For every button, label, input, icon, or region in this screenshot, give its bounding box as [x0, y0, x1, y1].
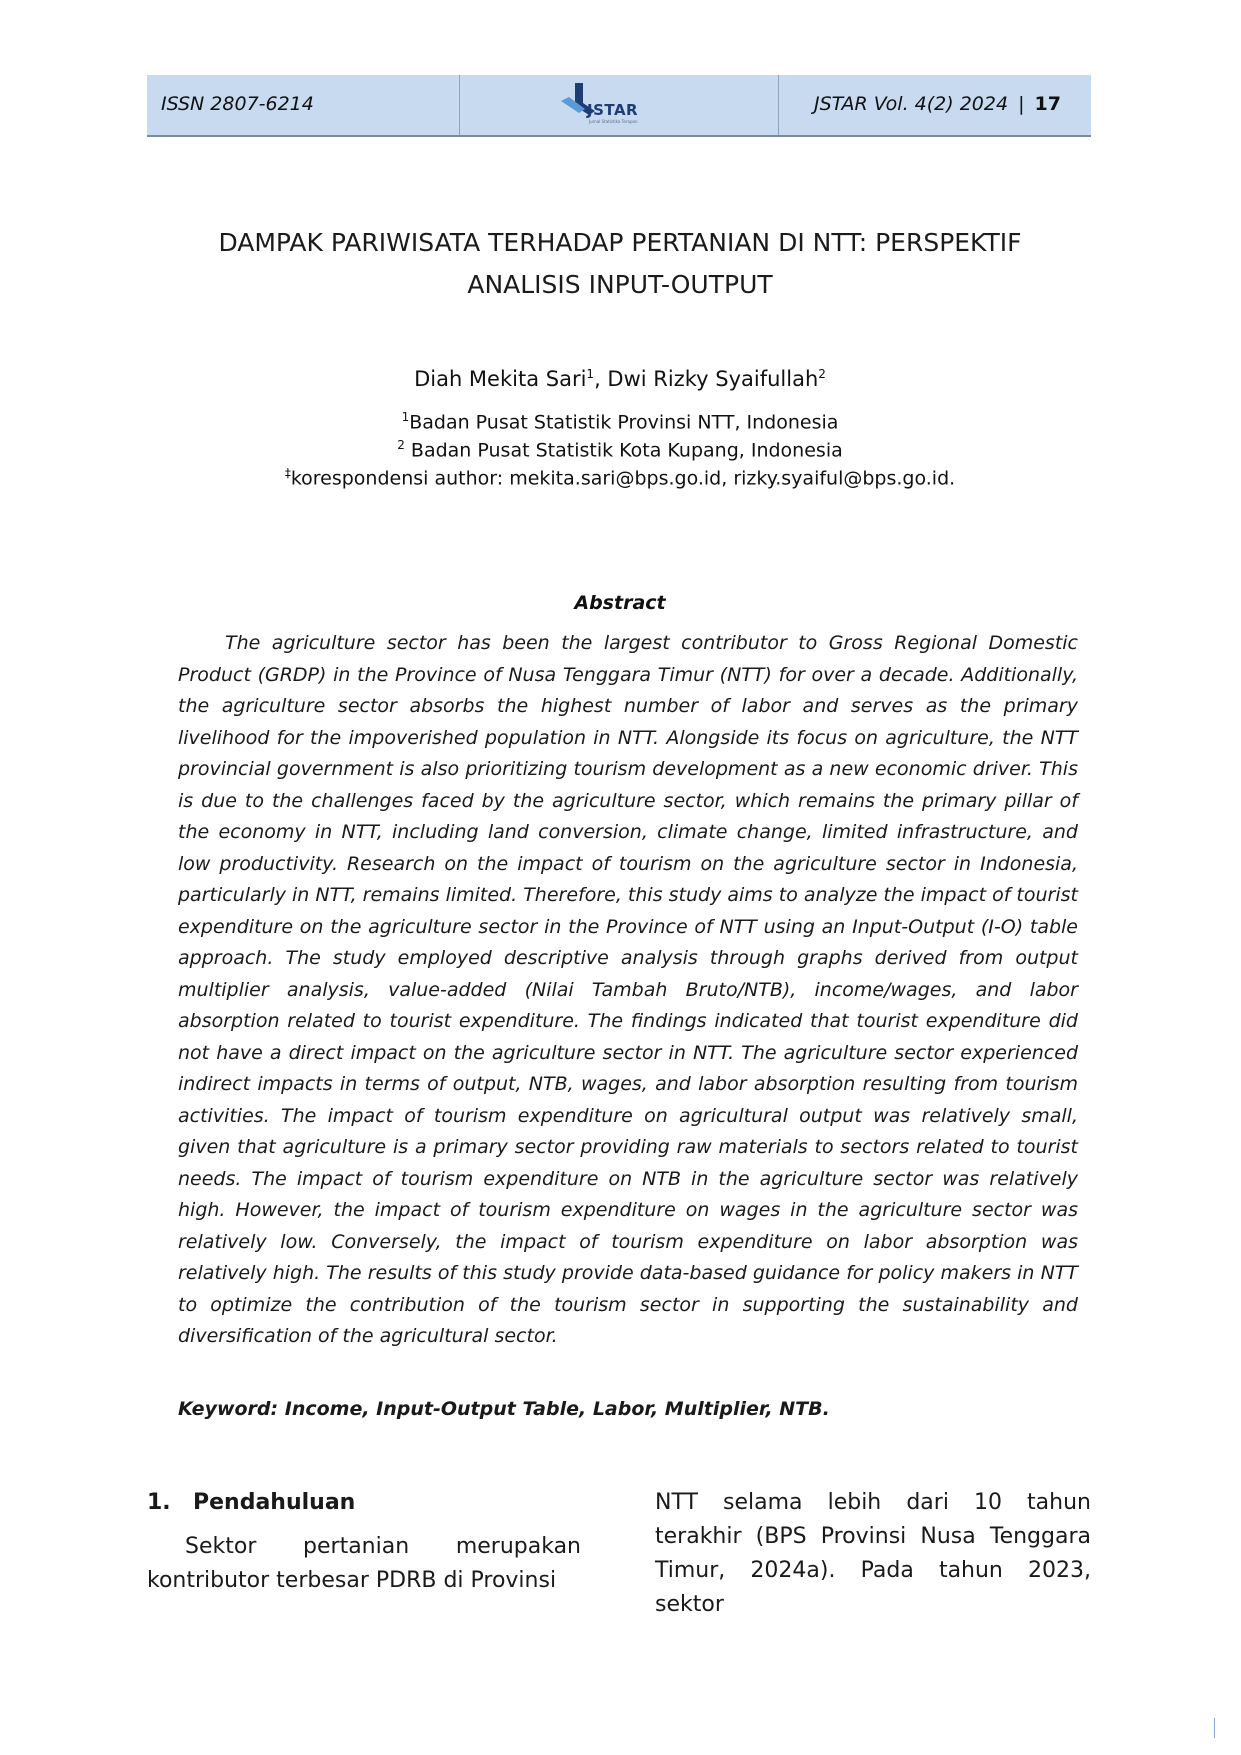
header-separator: | — [1018, 93, 1025, 115]
author-name: Dwi Rizky Syaifullah — [607, 367, 819, 391]
affiliation-text: Badan Pusat Statistik Kota Kupang, Indonesia — [404, 439, 843, 462]
header-divider — [459, 75, 460, 135]
affiliation-superscript: 1 — [401, 410, 410, 424]
author-separator: , — [594, 367, 608, 391]
journal-citation — [814, 93, 1061, 115]
correspondence — [120, 466, 1120, 489]
journal-volume: JSTAR Vol. 4(2) 2024 — [814, 93, 1009, 115]
title-line: ANALISIS INPUT-OUTPUT — [467, 270, 773, 299]
running-header — [147, 75, 1091, 137]
affiliation-superscript: 2 — [397, 438, 405, 452]
author-superscript: 1 — [586, 367, 595, 381]
keywords-label: Keyword: — [178, 1398, 279, 1420]
section-number: 1. — [147, 1490, 171, 1515]
author-superscript: 2 — [818, 367, 826, 381]
keywords — [178, 1398, 1078, 1420]
keywords-value: Income, Input-Output Table, Labor, Multiplier, NTB. — [278, 1398, 830, 1420]
abstract-text: The agriculture sector has been the largest contributor to Gross Regional Domestic Product (GRDP) in the Province of Nusa Tenggara Timur (NTT) for over a decade. Additionally, the agriculture sector absorbs the highest number of labor and serves as the primary livelihood for the impoverished population in NTT. Alongside its focus on agriculture, the NTT provincial government is also prioritizing tourism development as a new economic driver. This is due to the challenges faced by the agriculture sector, which remains the primary pillar of the economy in NTT, including land conversion, climate change, limited infrastructure, and low productivity. Research on the impact of tourism on the agriculture sector in Indonesia, particularly in NTT, remains limited. Therefore, this study aims to analyze the impact of tourist expenditure on the agriculture sector in the Province of NTT using an Input-Output (I-O) table approach. The study employed descriptive analysis through graphs derived from output multiplier analysis, value-added (Nilai Tambah Bruto/NTB), income/wages, and labor absorption related to tourist expenditure. The findings indicated that tourist expenditure did not have a direct impact on the agriculture sector in NTT. The agriculture sector experienced indirect impacts in terms of output, NTB, wages, and labor absorption resulting from tourism activities. The impact of tourism expenditure on agricultural output was relatively small, given that agriculture is a primary sector providing raw materials to sectors related to tourist needs. The impact of tourism expenditure on NTB in the agriculture sector was relatively high. However, the impact of tourism expenditure on wages in the agriculture sector was relatively low. Conversely, the impact of tourism expenditure on labor absorption was relatively high. The results of this study provide data-based guidance for policy makers in NTT to optimize the contribution of the tourism sector in supporting the sustainability and diversification of the agricultural sector. — [178, 632, 1078, 1347]
correspondence-mark: ‡ — [284, 466, 291, 480]
author-name: Diah Mekita Sari — [414, 367, 587, 391]
logo-subtitle: Jurnal Statistika Terapan — [589, 119, 638, 124]
body-column-left — [147, 1486, 581, 1598]
section-heading — [147, 1486, 581, 1520]
body-column-right — [655, 1486, 1091, 1622]
abstract-heading: Abstract — [574, 592, 666, 614]
affiliation-text: Badan Pusat Statistik Provinsi NTT, Indonesia — [409, 411, 839, 434]
paragraph: NTT selama lebih dari 10 tahun terakhir (BPS Provinsi Nusa Tenggara Timur, 2024a). Pada tahun 2023, sektor — [655, 1490, 1091, 1617]
author-list — [120, 367, 1120, 391]
affiliation-2 — [120, 438, 1120, 461]
section-title: Pendahuluan — [193, 1490, 356, 1515]
correspondence-text: korespondensi author: mekita.sari@bps.go.id, rizky.syaiful@bps.go.id. — [290, 467, 956, 490]
issn-label: ISSN 2807-6214 — [161, 93, 314, 115]
logo-text: JSTAR — [587, 101, 639, 119]
paper-title — [120, 222, 1120, 306]
abstract-body — [178, 628, 1078, 1353]
affiliation-1 — [120, 410, 1120, 433]
title-line: DAMPAK PARIWISATA TERHADAP PERTANIAN DI NTT: PERSPEKTIF — [218, 228, 1022, 257]
page-number: 17 — [1034, 93, 1061, 115]
jstar-logo — [559, 81, 669, 133]
paragraph: Sektor pertanian merupakan kontributor terbesar PDRB di Provinsi — [147, 1534, 581, 1593]
edge-mark — [1214, 1718, 1215, 1738]
header-divider — [778, 75, 779, 135]
